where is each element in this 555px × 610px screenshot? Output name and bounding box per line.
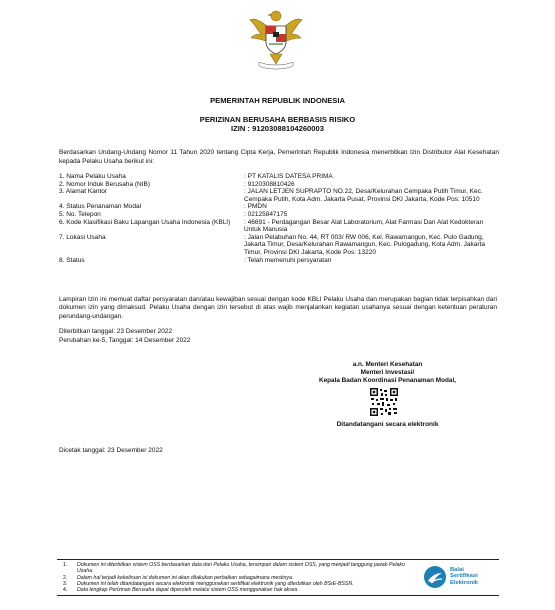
change-date: Perubahan ke-5, Tanggal: 14 Desember 2022 <box>59 336 191 344</box>
printed-date: Dicetak tanggal: 23 Desember 2022 <box>59 447 163 454</box>
field-row-name <box>59 173 499 181</box>
signature-minister: Menteri Investasi/ <box>360 369 415 377</box>
field-label: 2. Nomor Induk Berusaha (NIB) <box>59 180 151 188</box>
issue-dates <box>59 328 190 345</box>
bsre-emblem-icon <box>423 565 447 589</box>
intro-paragraph: Berdasarkan Undang-Undang Nomor 11 Tahun 2020 tentang Cipta Kerja, Pemerintah Republik Indonesia menerbitkan Izin Distributor Alat Kesehatan kepada Pelaku Usaha berikut ini: <box>59 149 499 165</box>
note-number: 2. <box>63 574 68 581</box>
note-number: 3. <box>63 580 68 587</box>
field-label: 3. Alamat Kantor <box>59 188 108 196</box>
field-label: 4. Status Penanaman Modal <box>59 203 142 211</box>
field-label: 8. Status <box>59 256 85 264</box>
field-value: : 9120308810426 <box>244 181 499 189</box>
note-text: Data lengkap Perizinan Berusaha dapat diperoleh melalui sistem OSS menggunakan hak akses. <box>77 587 299 594</box>
issued-date: Diterbitkan tanggal: 23 Desember 2022 <box>59 328 173 335</box>
field-value: : PT KATALIS DATESA PRIMA <box>244 173 499 181</box>
list-item <box>63 562 413 575</box>
field-value: : JALAN LETJEN SUPRAPTO NO.22, Desa/Kelurahan Cempaka Putih Timur, Kec. Cempaka Putih, Kota Adm. Jakarta Pusat, Provinsi DKI Jakarta, Kode Pos: 10510 <box>244 188 499 203</box>
bsre-logo <box>423 565 495 591</box>
garuda-emblem-icon <box>247 4 305 70</box>
qr-code-icon <box>369 387 399 417</box>
field-row-kbli <box>59 219 499 234</box>
license-number: IZIN : 91203088104260003 <box>231 124 324 133</box>
bsre-line: Elektronik <box>450 579 479 586</box>
signature-on-behalf: a.n. Menteri Kesehatan <box>352 361 423 368</box>
field-label: 7. Lokasi Usaha <box>59 233 106 241</box>
note-text: Dokumen ini telah ditandatangani secara elektronik menggunakan sertifikat elektronik yang diterbitkan oleh BSrE-BSSN. <box>77 580 354 587</box>
field-value: : 46691 - Perdagangan Besar Alat Laboratorium, Alat Farmasi Dan Alat Kedokteran Untuk Manusia <box>244 219 499 234</box>
signed-electronically: Ditandatangani secara elektronik <box>336 421 439 428</box>
note-text: Dokumen ini diterbitkan sistem OSS berdasarkan data dari Pelaku Usaha, tersimpan dalam sistem OSS, yang menjadi tanggung jawab Pelaku Usaha. <box>77 562 405 575</box>
field-row-phone <box>59 211 499 219</box>
field-row-address <box>59 188 499 203</box>
field-value: : PMDN <box>244 203 499 211</box>
note-number: 4. <box>63 587 68 594</box>
field-label: 1. Nama Pelaku Usaha <box>59 173 126 180</box>
signature-head: Kepala Badan Koordinasi Penanaman Modal, <box>318 377 457 385</box>
business-details <box>59 173 499 264</box>
field-value: : Jalan Pelabuhan No. 44, RT 003/ RW 006, Kel. Rawamangun, Kec. Pulo Gadung, Jakarta Timur, Desa/Kelurahan Rawamangun, Kec. Pulogadung, Kota Adm. Jakarta Timur, Provinsi DKI Jakarta, Kode Pos: 13220 <box>244 234 499 257</box>
field-row-investment-status <box>59 203 499 211</box>
field-row-status <box>59 257 499 265</box>
signature-block <box>300 361 475 386</box>
field-value: : 02125847175 <box>244 211 499 219</box>
field-label: 5. No. Telepon <box>59 210 101 218</box>
bsre-line: Sertifikasi <box>450 573 478 580</box>
list-item <box>63 587 413 593</box>
field-value: : Telah memenuhi persyaratan <box>244 257 499 265</box>
bsre-label <box>450 567 478 586</box>
bsre-line: Balai <box>450 567 464 573</box>
field-row-location <box>59 234 499 257</box>
government-heading: PEMERINTAH REPUBLIK INDONESIA <box>210 96 345 105</box>
note-text: Dalam hal terjadi kekeliruan isi dokumen ini akan dilakukan perbaikan sebagaimana mestinya. <box>77 574 294 581</box>
field-row-nib <box>59 181 499 189</box>
notes-list <box>63 562 413 593</box>
document-title: PERIZINAN BERUSAHA BERBASIS RISIKO <box>199 115 356 124</box>
note-number: 1. <box>63 562 68 568</box>
field-label: 6. Kode Klasifikasi Baku Lapangan Usaha Indonesia (KBLI) <box>59 218 231 226</box>
obligation-paragraph: Lampiran Izin ini memuat daftar persyaratan dan/atau kewajiban sesuai dengan kode KBLI Pelaku Usaha dan merupakan bagian tidak terpisahkan dari dokumen izin yang dimaksud. Pelaku Usaha dengan izin tersebut di atas wajib menjalankan kegiatan usahanya sesuai dengan ketentuan peraturan perundang-undangan. <box>59 296 497 320</box>
footer-notes <box>57 559 499 596</box>
